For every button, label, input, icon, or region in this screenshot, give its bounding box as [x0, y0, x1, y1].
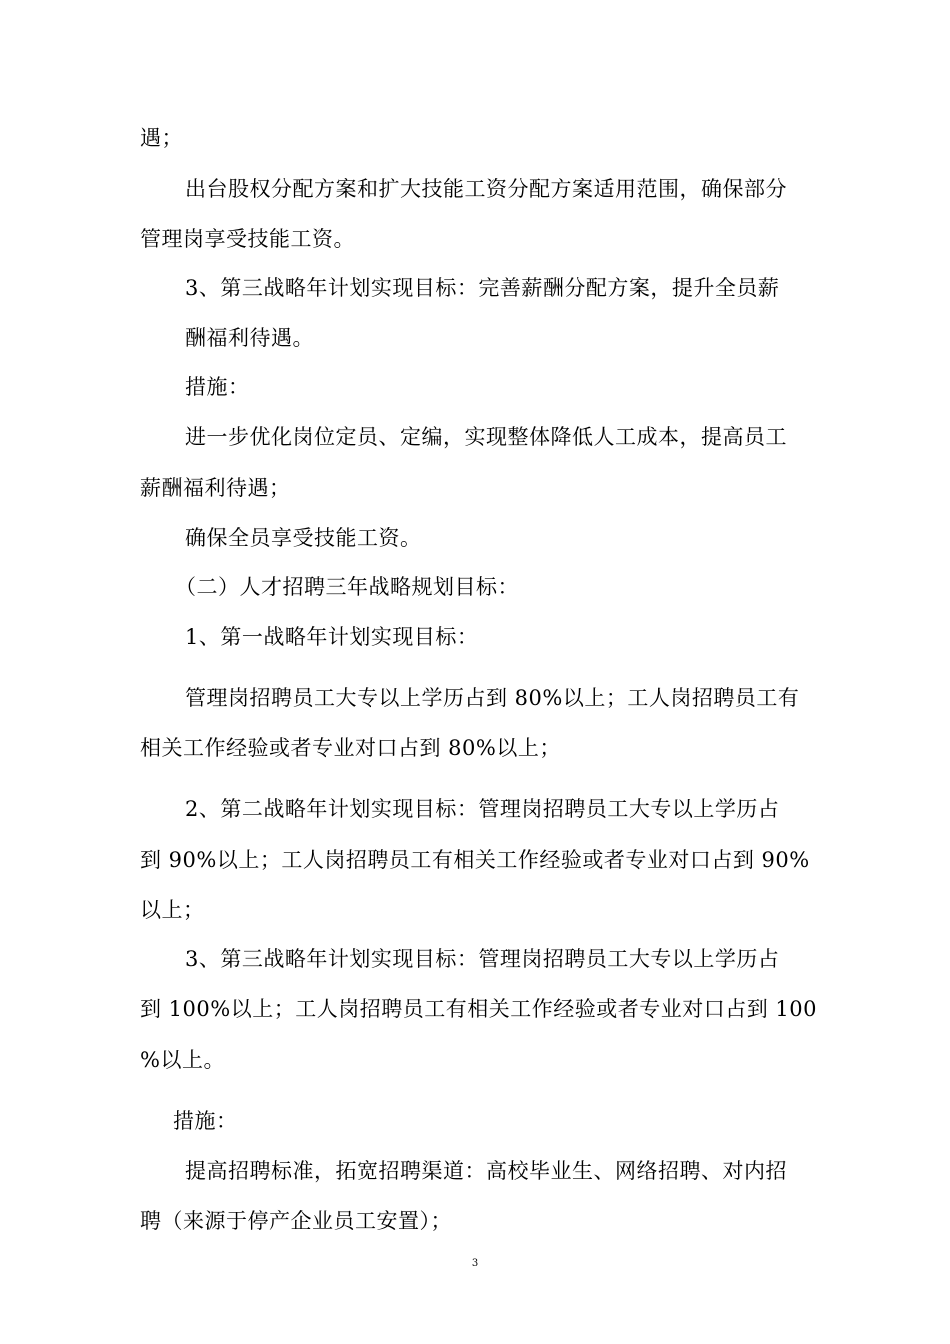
text-line: 薪酬福利待遇； [140, 476, 291, 500]
section-heading: （二）人才招聘三年战略规划目标： [175, 575, 519, 599]
page-number: 3 [471, 1258, 479, 1269]
text-line: 1、第一战略年计划实现目标： [185, 625, 479, 649]
text-line: 管理岗享受技能工资。 [140, 227, 355, 251]
text-line: 相关工作经验或者专业对口占到 80%以上； [140, 736, 561, 760]
text-line: 酬福利待遇。 [185, 326, 314, 350]
text-line: 进一步优化岗位定员、定编，实现整体降低人工成本，提高员工 [185, 425, 787, 449]
text-line: 3、第三战略年计划实现目标：管理岗招聘员工大专以上学历占 [185, 947, 780, 971]
text-line: 到 90%以上；工人岗招聘员工有相关工作经验或者专业对口占到 90% [140, 848, 810, 872]
text-line: 出台股权分配方案和扩大技能工资分配方案适用范围，确保部分 [185, 177, 787, 201]
text-line: 2、第二战略年计划实现目标：管理岗招聘员工大专以上学历占 [185, 797, 780, 821]
text-line: 管理岗招聘员工大专以上学历占到 80%以上；工人岗招聘员工有 [185, 686, 800, 710]
text-line: 遇； [140, 126, 183, 150]
text-line: 提高招聘标准，拓宽招聘渠道：高校毕业生、网络招聘、对内招 [185, 1159, 787, 1183]
text-line: %以上。 [140, 1048, 225, 1072]
text-line: 到 100%以上；工人岗招聘员工有相关工作经验或者专业对口占到 100 [140, 997, 817, 1021]
text-line: 以上； [140, 898, 205, 922]
text-line: 措施： [185, 375, 250, 399]
text-line: 措施： [173, 1109, 238, 1133]
text-line: 3、第三战略年计划实现目标：完善薪酬分配方案，提升全员薪 [185, 276, 780, 300]
text-line: 聘（来源于停产企业员工安置）； [140, 1209, 452, 1233]
text-line: 确保全员享受技能工资。 [185, 526, 422, 550]
